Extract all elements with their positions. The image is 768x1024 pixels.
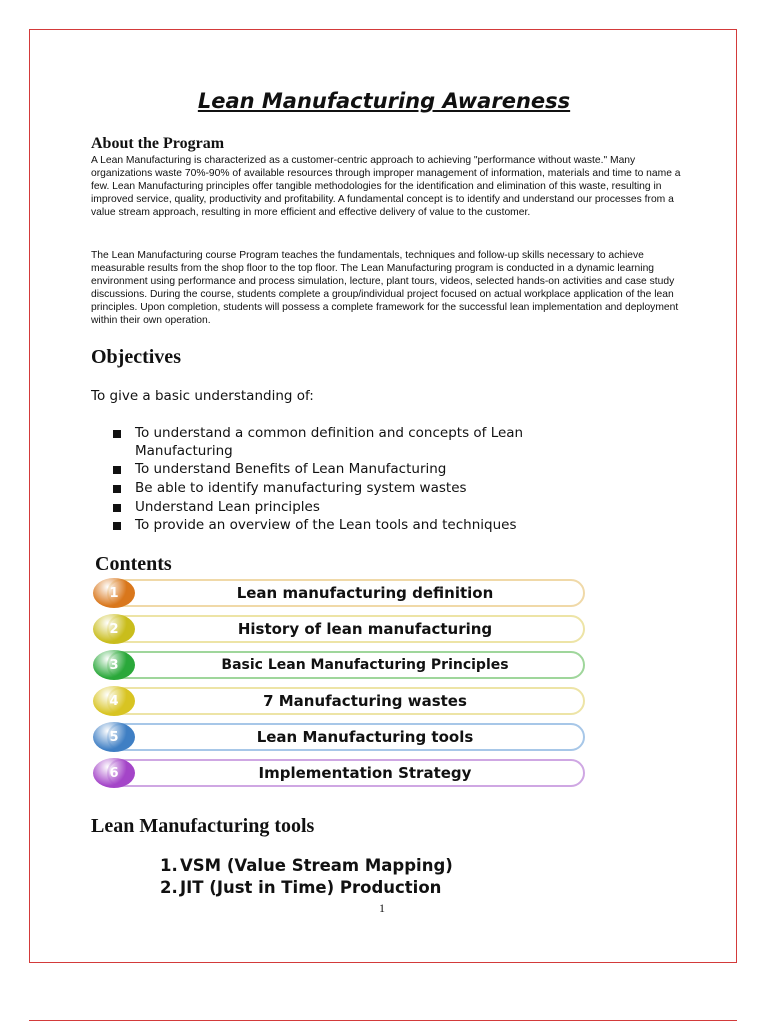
number-badge: 6 bbox=[93, 758, 135, 788]
number-badge: 1 bbox=[93, 578, 135, 608]
number-badge: 5 bbox=[93, 722, 135, 752]
tools-item bbox=[160, 877, 453, 899]
document-title: Lean Manufacturing Awareness bbox=[197, 89, 571, 113]
number-badge: 2 bbox=[93, 614, 135, 644]
contents-item-label: Basic Lean Manufacturing Principles bbox=[221, 657, 509, 673]
contents-item-label: Lean manufacturing definition bbox=[236, 584, 494, 602]
about-heading: About the Program bbox=[91, 135, 225, 152]
contents-heading: Contents bbox=[95, 553, 172, 575]
page-number: 1 bbox=[379, 901, 385, 915]
about-paragraph-1: A Lean Manufacturing is characterized as a customer-centric approach to achieving "performance without waste." Many organizations waste 70%-90% of available resources through improper management of information, materials and time to name a few. Lean Manufacturing principles offer tangible methodologies for the identification and elimination of this waste, resulting in improved service, quality, productivity and profitability. A fundamental concept is to identify and understand our processes from a value stream approach, resulting in more efficient and effective delivery of value to the customer. bbox=[91, 155, 681, 219]
objective-text: To understand a common definition and concepts of Lean Manufacturing bbox=[135, 425, 524, 459]
objective-text: To understand Benefits of Lean Manufacturing bbox=[135, 461, 447, 478]
tools-item-label: JIT (Just in Time) Production bbox=[180, 877, 442, 897]
objectives-intro: To give a basic understanding of: bbox=[91, 388, 314, 404]
square-bullet-icon bbox=[113, 522, 121, 530]
objective-item bbox=[113, 517, 593, 535]
objective-item bbox=[113, 461, 593, 479]
objective-text: Understand Lean principles bbox=[135, 498, 320, 515]
contents-item-label: 7 Manufacturing wastes bbox=[263, 692, 467, 710]
contents-item bbox=[93, 578, 587, 608]
objectives-list bbox=[113, 425, 593, 536]
tools-item bbox=[160, 855, 453, 877]
contents-item-label: Lean Manufacturing tools bbox=[256, 728, 474, 746]
objective-text: Be able to identify manufacturing system wastes bbox=[135, 479, 467, 496]
contents-item-label: History of lean manufacturing bbox=[237, 620, 493, 638]
objective-item bbox=[113, 425, 593, 460]
number-badge: 3 bbox=[93, 650, 135, 680]
contents-item bbox=[93, 758, 587, 788]
tools-item-number: 2. bbox=[160, 877, 178, 897]
square-bullet-icon bbox=[113, 466, 121, 474]
number-badge: 4 bbox=[93, 686, 135, 716]
square-bullet-icon bbox=[113, 485, 121, 493]
square-bullet-icon bbox=[113, 504, 121, 512]
tools-heading: Lean Manufacturing tools bbox=[91, 815, 315, 837]
next-page-border bbox=[29, 1020, 737, 1021]
tools-item-number: 1. bbox=[160, 856, 178, 875]
objective-item bbox=[113, 480, 593, 498]
square-bullet-icon bbox=[113, 430, 121, 438]
tools-list bbox=[160, 855, 453, 898]
objective-text: To provide an overview of the Lean tools and techniques bbox=[135, 517, 517, 534]
objectives-heading: Objectives bbox=[91, 346, 181, 368]
objective-item bbox=[113, 499, 593, 517]
contents-item bbox=[93, 686, 587, 716]
contents-item bbox=[93, 722, 587, 752]
tools-item-label: VSM (Value Stream Mapping) bbox=[180, 856, 453, 875]
about-paragraph-2: The Lean Manufacturing course Program teaches the fundamentals, techniques and follow-up skills necessary to achieve measurable results from the shop floor to the top floor. The Lean Manufacturing program is conducted in a dynamic learning environment using performance and process simulation, lecture, plant tours, videos, selected hands-on activities and case study discussions. During the course, students complete a group/individual project focused on actual workplace application of the lean principles. Upon completion, students will possess a complete framework for the successful lean implementation and deployment within their own operation. bbox=[91, 250, 679, 327]
contents-item bbox=[93, 614, 587, 644]
contents-item-label: Implementation Strategy bbox=[258, 764, 472, 782]
contents-item bbox=[93, 650, 587, 680]
